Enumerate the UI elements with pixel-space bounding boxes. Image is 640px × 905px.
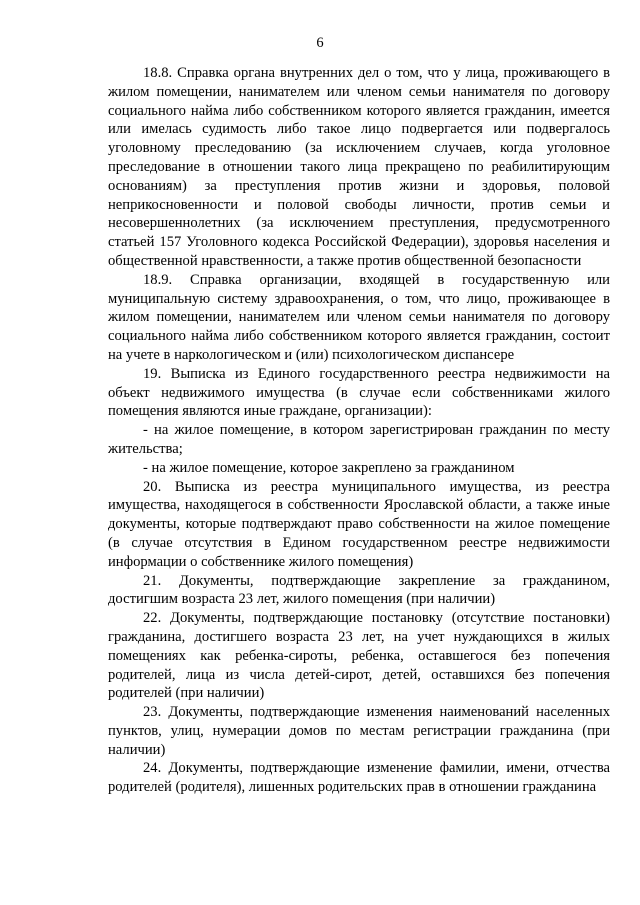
paragraph-19: 19. Выписка из Единого государственного реестра недвижимости на объект недвижимого имущества (в случае если собственниками жилого помещения являются иные граждане, организации): <box>108 365 610 420</box>
paragraph-21: 21. Документы, подтверждающие закрепление за гражданином, достигшим возраста 23 лет, жилого помещения (при наличии) <box>108 572 610 608</box>
paragraph-19-item-assigned: - на жилое помещение, которое закреплено за гражданином <box>143 459 515 476</box>
paragraph-22: 22. Документы, подтверждающие постановку (отсутствие постановки) гражданина, достигшего возраста 23 лет, на учет нуждающихся в жилых помещениях как ребенка-сироты, ребенка, оставшегося без попечения родителей, лица из числа детей-сирот, детей, оставшихся без попечения родителей (при наличии) <box>108 610 610 702</box>
paragraph-18-9: 18.9. Справка организации, входящей в государственную или муниципальную систему здравоохранения, о том, что лицо, проживающее в жилом помещении, нанимателем или членом семьи нанимателя по договору социального найма либо собственником которого является гражданин, состоит на учете в наркологическом и (или) психологическом диспансере <box>108 271 610 363</box>
document-body <box>108 64 610 797</box>
paragraph-18-8: 18.8. Справка органа внутренних дел о том, что у лица, проживающего в жилом помещении, нанимателем или членом семьи нанимателя по договору социального найма либо собственником которого является гражданин, имеется или имелась судимость либо такое лицо подвергается или подвергалось уголовному преследованию (за исключением случаев, когда уголовное преследование в отношении такого лица прекращено по реабилитирующим основаниям) за преступления против жизни и здоровья, половой неприкосновенности и половой свободы личности, против семьи и несовершеннолетних (за исключением преступления, предусмотренного статьей 157 Уголовного кодекса Российской Федерации), здоровья населения и общественной нравственности, а также против общественной безопасности <box>108 65 610 269</box>
paragraph-19-item-registered: - на жилое помещение, в котором зарегистрирован гражданин по месту жительства; <box>108 422 610 457</box>
paragraph-23: 23. Документы, подтверждающие изменения наименований населенных пунктов, улиц, нумерации домов по местам регистрации гражданина (при наличии) <box>108 704 610 758</box>
paragraph-24: 24. Документы, подтверждающие изменение фамилии, имени, отчества родителей (родителя), лишенных родительских прав в отношении гражданина <box>108 760 610 796</box>
page-number: 6 <box>316 35 324 51</box>
paragraph-20: 20. Выписка из реестра муниципального имущества, из реестра имущества, находящегося в собственности Ярославской области, а также иные документы, которые подтверждают право собственности на жилое помещение (в случае отсутствия в Едином государственном реестре недвижимости информации о собственнике жилого помещения) <box>108 478 610 570</box>
